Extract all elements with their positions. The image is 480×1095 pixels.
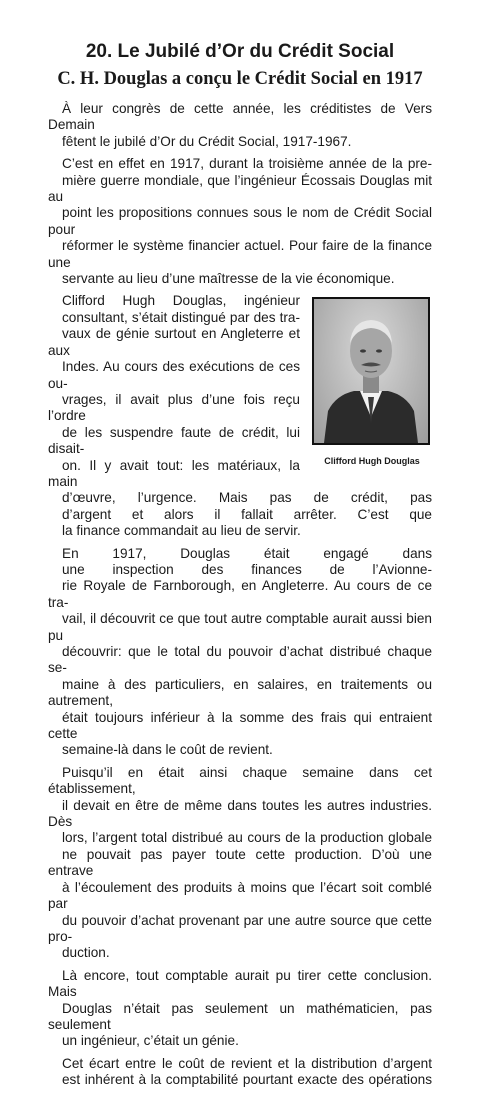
chapter-title: 20. Le Jubilé d’Or du Crédit Social — [85, 41, 395, 62]
paragraph-1: À leur congrès de cette année, les créditistes de Vers Demain fêtent le jubilé d’Or du Crédit Social, 1917-1967. — [48, 101, 432, 149]
portrait-photo — [312, 297, 430, 445]
paragraph-2: C’est en effet en 1917, durant la troisième année de la pre- mière guerre mondiale, que l’ingénieur Écossais Douglas mit au point les propositions connues sous le nom de Crédit Social pour réformer le système financier actuel. Pour faire de la finance une servante au lieu d’une maîtresse de la vie économique. — [48, 156, 432, 287]
portrait-illustration — [314, 299, 428, 443]
paragraph-5: Puisqu’il en était ainsi chaque semaine dans cet établissement, il devait en être de même dans toutes les autres industries. Dès lors, l’argent total distribué au cours de la production globale ne pouvait pas payer toute cette production. D’où une entrave à l’écoulement des produits à moins que l’écart soit comblé par du pouvoir d’achat provenant par une autre source que cette pro- duction. — [48, 764, 432, 961]
paragraph-4: En 1917, Douglas était engagé dans une inspection des finances de l’Avionne- rie Royale de Farnborough, en Angleterre. Au cours de ce tra- vail, il découvrit ce que tout autre comptable aurait aussi bien pu découvrir: que le total du pouvoir d’achat distribué chaque se- maine à des particuliers, en salaires, en traitements ou autrement, était toujours inférieur à la somme des frais qui entraient cette semaine-là dans le coût de revient. — [48, 545, 432, 758]
document-page — [48, 40, 432, 1095]
portrait-figure — [312, 297, 432, 469]
paragraph-6: Là encore, tout comptable aurait pu tirer cette conclusion. Mais Douglas n’était pas seulement un mathématicien, pas seulement un ingénieur, c’était un génie. — [48, 967, 432, 1049]
paragraph-7: Cet écart entre le coût de revient et la distribution d’argent est inhérent à la comptabilité pourtant exacte des opérations — [62, 1055, 432, 1088]
article-body — [48, 101, 432, 1089]
photo-caption: Clifford Hugh Douglas — [324, 456, 420, 467]
paragraph-3: Clifford Hugh Douglas, ingénieur consultant, s’était distingué par des tra- vaux de génie surtout en Angleterre et aux Indes. Au cours des exécutions de ces ou- vrages, il avait plus d’une fois reçu l’ordre de les suspendre faute de crédit, lui disait- on. Il y avait tout: les matériaux, la main d’œuvre, l’urgence. Mais pas de crédit, pas d’argent et alors il fallait arrêter. C’est que la finance commandait au lieu de servir. — [48, 293, 432, 539]
chapter-subtitle: C. H. Douglas a conçu le Crédit Social en 1917 — [57, 69, 423, 89]
